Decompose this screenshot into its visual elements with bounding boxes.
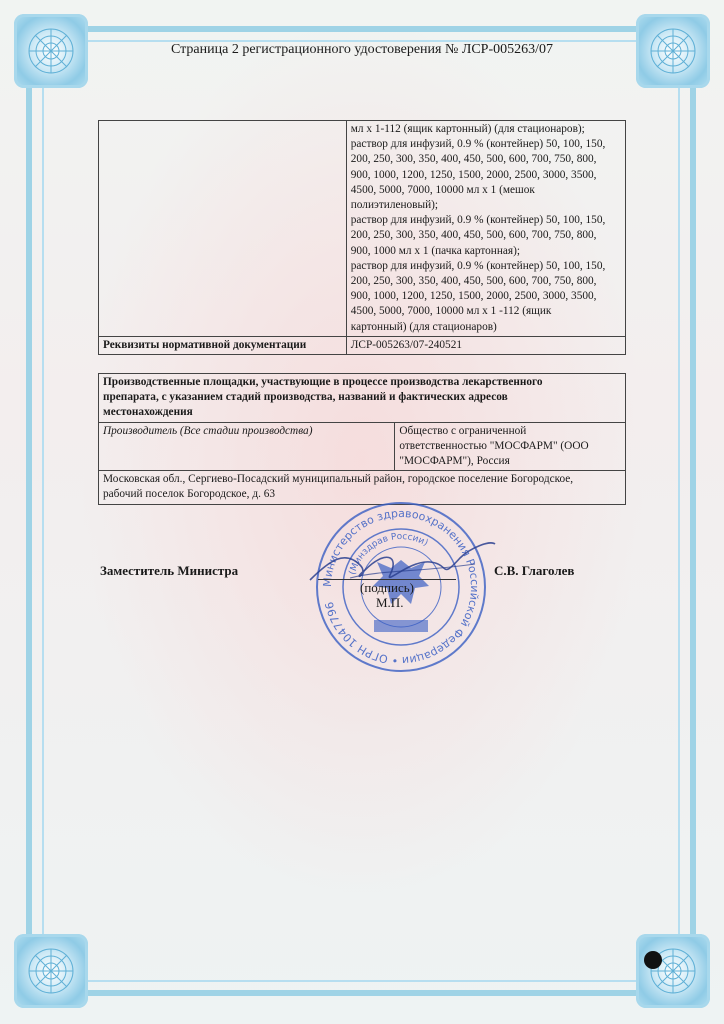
table-heading (99, 374, 626, 423)
text-line: раствор для инфузий, 0.9 % (контейнер) 50, 100, 150, (350, 259, 606, 272)
text-line: полиэтиленовый); (350, 199, 439, 212)
text-line: местонахождения (103, 406, 193, 419)
text-line: Производственные площадки, участвующие в процессе производства лекарственного (103, 376, 543, 388)
stamp-label: М.П. (376, 595, 404, 610)
table-cell-value: ЛСР-005263/07-240521 (346, 336, 625, 354)
table-cell-forms (346, 121, 625, 337)
text-line: 900, 1000, 1200, 1250, 1500, 2000, 2500, 3000, 3500, (350, 168, 597, 181)
signatory-position: Заместитель Министра (100, 563, 239, 578)
manufacturer-company (395, 422, 626, 471)
table-row (99, 374, 626, 423)
corner-rosette-icon (636, 934, 710, 1008)
binding-hole (644, 951, 662, 969)
text-line: Общество с ограниченной (399, 424, 527, 437)
table-row (99, 121, 626, 337)
table-cell-empty (99, 121, 347, 337)
table-row (99, 336, 626, 354)
text-line: 900, 1000 мл x 1 (пачка картонная); (350, 244, 521, 257)
corner-rosette-icon (14, 934, 88, 1008)
table-cell-label: Реквизиты нормативной документации (99, 336, 347, 354)
text-line: Московская обл., Сергиево-Посадский муниципальный район, городское поселение Богородское, (103, 473, 574, 486)
table-row (99, 422, 626, 471)
text-line: картонный) (для стационаров) (350, 320, 497, 333)
text-line: 900, 1000, 1200, 1250, 1500, 2000, 2500, 3000, 3500, (350, 290, 597, 303)
text-line: раствор для инфузий, 0.9 % (контейнер) 50, 100, 150, (350, 138, 606, 151)
text-line: препарата, с указанием стадий производства, названий и фактических адресов (103, 391, 508, 404)
text-line: 200, 250, 300, 350, 400, 450, 500, 600, 700, 750, 800, (350, 275, 597, 288)
text-line: ответственностью "МОСФАРМ" (ООО (399, 439, 589, 452)
text-line: 200, 250, 300, 350, 400, 450, 500, 600, 700, 750, 800, (350, 153, 597, 166)
signatory-name: С.В. Глаголев (494, 563, 575, 578)
seal-banner (374, 620, 428, 632)
text-line: раствор для инфузий, 0.9 % (контейнер) 50, 100, 150, (350, 214, 606, 227)
text-line: "МОСФАРМ"), Россия (399, 455, 510, 468)
dosage-table (98, 120, 626, 355)
text-line: 4500, 5000, 7000, 10000 мл x 1 -112 (ящик (350, 305, 552, 318)
production-sites-table (98, 373, 626, 505)
page-title: Страница 2 регистрационного удостоверения № ЛСР-005263/07 (170, 42, 554, 57)
signature-label: (подпись) (360, 580, 414, 595)
text-line: рабочий поселок Богородское, д. 63 (103, 488, 276, 501)
text-line: 4500, 5000, 7000, 10000 мл x 1 (мешок (350, 183, 535, 196)
seal-inner-text: (Минздрав России) (347, 531, 430, 576)
text-line: 200, 250, 300, 350, 400, 450, 500, 600, 700, 750, 800, (350, 229, 597, 242)
manufacturer-role: Производитель (Все стадии производства) (99, 422, 395, 471)
seal-ring-text: Министерство здравоохранения Российской Федерации • ОГРН 1047796 (320, 506, 482, 668)
text-line: мл x 1-112 (ящик картонный) (для стационаров); (350, 123, 585, 135)
